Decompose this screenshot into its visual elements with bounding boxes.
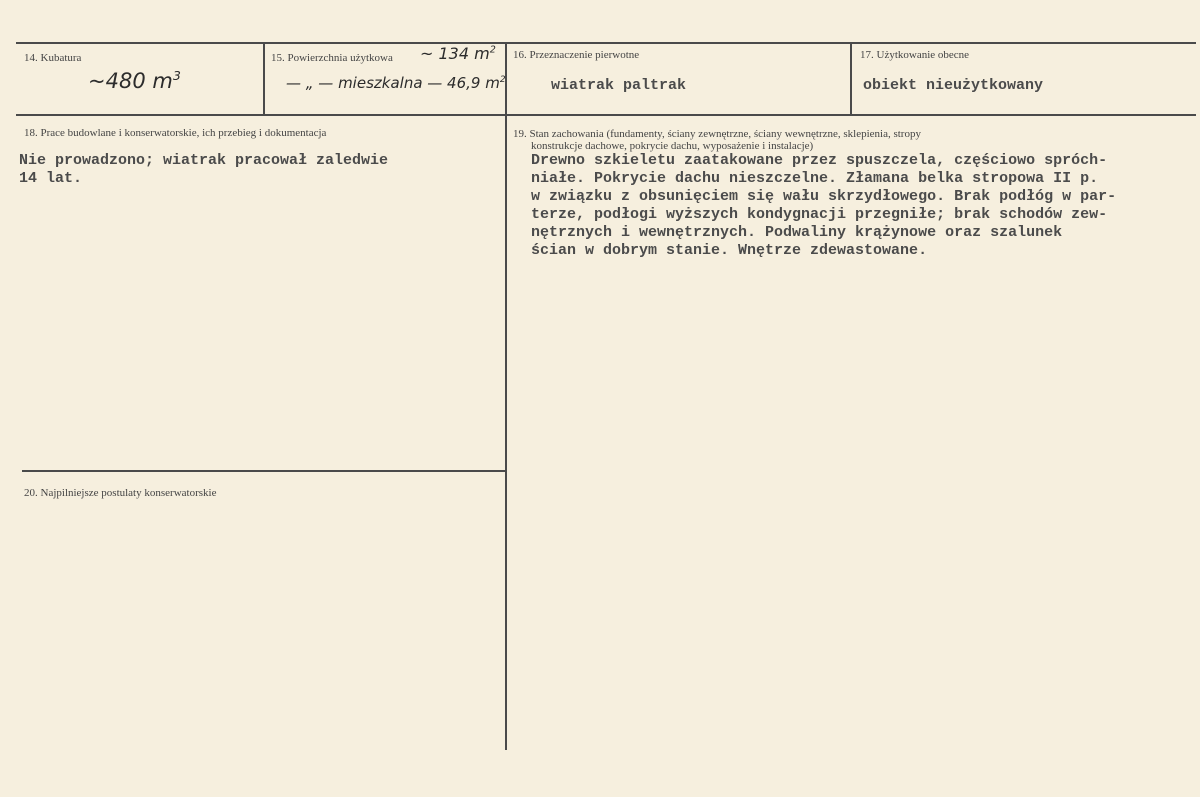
field-17-label: 17. Użytkowanie obecne (860, 49, 970, 61)
field-20-label: 20. Najpilniejsze postulaty konserwatorskie (24, 487, 217, 499)
field-19-line-6: ścian w dobrym stanie. Wnętrze zdewastowane. (531, 242, 928, 259)
main-vertical-divider (505, 42, 507, 750)
kubatura-value: ~480 m (88, 69, 173, 93)
field-18-label: 18. Prace budowlane i konserwatorskie, ich przebieg i dokumentacja (24, 127, 327, 139)
top-rule (16, 42, 1196, 44)
field-15-label: 15. Powierzchnia użytkowa (271, 52, 393, 64)
area-total-exponent: 2 (489, 44, 496, 56)
field-18-line-1: Nie prowadzono; wiatrak pracował zaledwie (19, 152, 389, 169)
field-18-line-2: 14 lat. (19, 170, 83, 187)
field-19-line-3: w związku z obsunięciem się wału skrzydłowego. Brak podłóg w par- (531, 188, 1117, 205)
field-16-value: wiatrak paltrak (551, 77, 687, 94)
field-15-hand-line1 (420, 44, 496, 63)
field-17-value: obiekt nieużytkowany (863, 77, 1044, 94)
divider-16-17 (850, 42, 852, 114)
area-total-value: ~ 134 m (420, 44, 490, 63)
field-16-label: 16. Przeznaczenie pierwotne (513, 49, 640, 61)
field-19-label-line-2: konstrukcje dachowe, pokrycie dachu, wyposażenie i instalacje) (531, 140, 814, 152)
section18-bottom-rule (22, 470, 505, 472)
row1-bottom-rule (16, 114, 1196, 116)
field-19-line-2: niałe. Pokrycie dachu nieszczelne. Złamana belka stropowa II p. (531, 170, 1099, 187)
field-19-line-5: nętrznych i wewnętrznych. Podwaliny krążynowe oraz szalunek (531, 224, 1063, 241)
area-residential-exponent: 2 (499, 75, 506, 85)
field-19-line-4: terze, podłogi wyższych kondygnacji przegniłe; brak schodów zew- (531, 206, 1108, 223)
field-19-line-1: Drewno szkieletu zaatakowane przez spuszczela, częściowo spróch- (531, 152, 1108, 169)
field-14-handwritten-value (88, 68, 181, 93)
area-residential-value: — „ — mieszkalna — 46,9 m (286, 74, 500, 92)
field-15-hand-line2 (286, 74, 506, 92)
field-19-label-line-1: 19. Stan zachowania (fundamenty, ściany zewnętrzne, ściany wewnętrzne, sklepienia, stropy (513, 128, 921, 140)
divider-14-15 (263, 42, 265, 114)
field-14-label: 14. Kubatura (24, 52, 82, 64)
kubatura-exponent: 3 (172, 68, 181, 83)
